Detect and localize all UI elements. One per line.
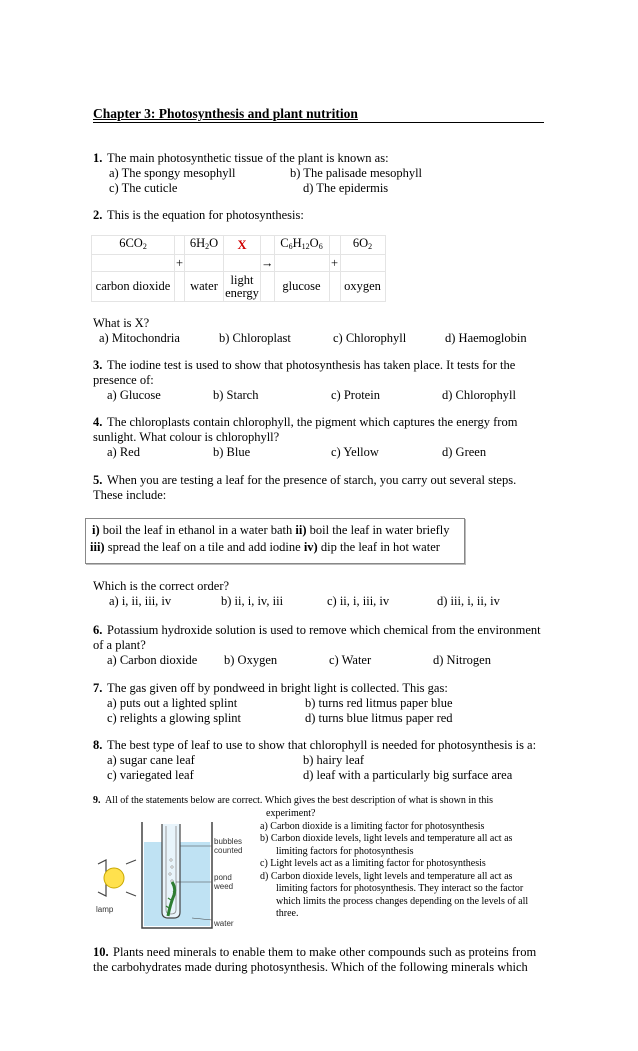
q2-option-d: d) Haemoglobin xyxy=(445,331,527,345)
eq-h2o: $6H_2O$ xyxy=(185,236,224,255)
question-10 xyxy=(93,945,563,975)
label-bubbles: bubbles xyxy=(214,837,243,846)
q5-steps-box xyxy=(85,518,465,564)
q5-line2: These include: xyxy=(93,488,167,502)
q4-option-d: d) Green xyxy=(442,445,487,459)
q8-option-c: c) variegated leaf xyxy=(107,768,194,782)
q8-option-a: a) sugar cane leaf xyxy=(107,753,195,767)
q4-option-a: a) Red xyxy=(107,445,140,459)
q1-option-b: b) The palisade mesophyll xyxy=(290,166,423,180)
label-pond: pond xyxy=(214,873,232,882)
question-6 xyxy=(93,623,553,668)
q7-option-b: b) turns red litmus paper blue xyxy=(305,696,453,710)
pondweed-experiment-diagram xyxy=(92,820,262,932)
q5-option-c: c) ii, i, iii, iv xyxy=(327,594,390,608)
label-lamp: lamp xyxy=(96,905,114,914)
q5-number: 5. xyxy=(93,473,103,487)
eq-label-water: water xyxy=(185,272,224,302)
q3-line1: The iodine test is used to show that photosynthesis has taken place. It tests for the xyxy=(107,358,516,372)
q4-line2: sunlight. What colour is chlorophyll? xyxy=(93,430,280,444)
q2-option-c: c) Chlorophyll xyxy=(333,331,407,345)
q6-option-b: b) Oxygen xyxy=(224,653,278,667)
q1-option-c: c) The cuticle xyxy=(109,181,178,195)
question-9 xyxy=(93,795,563,808)
q5-steps-line2: iii) spread the leaf on a tile and add iodine iv) dip the leaf in hot water xyxy=(90,540,440,554)
chapter-title: Chapter 3: Photosynthesis and plant nutrition xyxy=(93,106,544,123)
q7-option-c: c) relights a glowing splint xyxy=(107,711,242,725)
q8-text: The best type of leaf to use to show that chlorophyll is needed for photosynthesis is a: xyxy=(107,738,537,752)
q1-text: The main photosynthetic tissue of the plant is known as: xyxy=(107,151,389,165)
q6-option-c: c) Water xyxy=(329,653,372,667)
q9-option-b-line1: b) Carbon dioxide levels, light levels and temperature all act as xyxy=(260,833,513,844)
q8-option-d: d) leaf with a particularly big surface area xyxy=(303,768,513,782)
q9-option-c: c) Light levels act as a limiting factor for photosynthesis xyxy=(260,858,486,869)
question-7 xyxy=(93,681,553,726)
q7-text: The gas given off by pondweed in bright light is collected. This gas: xyxy=(107,681,448,695)
q6-line1: Potassium hydroxide solution is used to remove which chemical from the environment xyxy=(107,623,541,637)
q7-option-a: a) puts out a lighted splint xyxy=(107,696,238,710)
q5-option-d: d) iii, i, ii, iv xyxy=(437,594,500,608)
eq-plus-1: + xyxy=(175,255,184,270)
q9-option-d-line4: three. xyxy=(276,908,299,919)
lamp-icon xyxy=(104,868,124,888)
q2-text: This is the equation for photosynthesis: xyxy=(107,208,304,222)
q1-option-a: a) The spongy mesophyll xyxy=(109,166,236,180)
question-2 xyxy=(93,208,553,223)
q2-number: 2. xyxy=(93,208,103,222)
question-5-choices xyxy=(93,579,553,609)
q5-option-a: a) i, ii, iii, iv xyxy=(109,594,172,608)
q9-option-d-line1: d) Carbon dioxide levels, light levels and temperature all act as xyxy=(260,870,513,882)
q3-option-c: c) Protein xyxy=(331,388,380,402)
eq-label-carbon-dioxide: carbon dioxide xyxy=(92,272,175,302)
question-8 xyxy=(93,738,553,783)
q9-options xyxy=(260,808,550,921)
q3-option-a: a) Glucose xyxy=(107,388,161,402)
photosynthesis-equation-table xyxy=(91,235,386,302)
q2-option-b: b) Chloroplast xyxy=(219,331,291,345)
q3-option-b: b) Starch xyxy=(213,388,259,402)
eq-label-light-energy: light energy xyxy=(225,272,259,300)
eq-label-glucose: glucose xyxy=(274,272,329,302)
label-weed: weed xyxy=(214,882,234,891)
q10-line1: Plants need minerals to enable them to make other compounds such as proteins from xyxy=(113,945,537,959)
question-2-choices xyxy=(93,316,553,346)
q2-option-a: a) Mitochondria xyxy=(99,331,180,345)
q4-option-b: b) Blue xyxy=(213,445,251,459)
question-1 xyxy=(93,151,553,196)
q9-option-a: a) Carbon dioxide is a limiting factor for photosynthesis xyxy=(260,820,485,832)
q5-question: Which is the correct order? xyxy=(93,579,230,593)
q9-line2: experiment? xyxy=(266,808,316,819)
label-counted: counted xyxy=(214,846,243,855)
q9-number: 9. xyxy=(93,795,101,806)
eq-arrow: → xyxy=(261,255,274,270)
q7-number: 7. xyxy=(93,681,103,695)
q10-number: 10. xyxy=(93,945,109,959)
eq-label-oxygen: oxygen xyxy=(340,272,385,302)
eq-co2: $6CO_2$ xyxy=(92,236,175,255)
q9-option-d-line3: which limits the process changes depending on the levels of all xyxy=(276,895,529,907)
eq-plus-2: + xyxy=(330,255,339,270)
q10-line2: the carbohydrates made during photosynthesis. Which of the following minerals which xyxy=(93,960,528,974)
q3-line2: presence of: xyxy=(93,373,154,387)
q1-option-d: d) The epidermis xyxy=(303,181,389,195)
q9-option-d-line2: limiting factors for photosynthesis. They interact so the factor xyxy=(276,883,524,894)
q1-number: 1. xyxy=(93,151,103,165)
q4-option-c: c) Yellow xyxy=(331,445,379,459)
question-4 xyxy=(93,415,553,460)
q6-option-d: d) Nitrogen xyxy=(433,653,491,667)
eq-o2: $6O_2$ xyxy=(340,236,385,255)
q6-option-a: a) Carbon dioxide xyxy=(107,653,198,667)
q8-option-b: b) hairy leaf xyxy=(303,753,365,767)
question-5 xyxy=(93,473,553,503)
question-3 xyxy=(93,358,553,403)
q4-line1: The chloroplasts contain chlorophyll, the pigment which captures the energy from xyxy=(107,415,518,429)
q9-line1: All of the statements below are correct. Which gives the best description of what is shown in this xyxy=(105,795,494,806)
q9-option-b-line2: limiting factors for photosynthesis xyxy=(276,845,414,857)
q5-line1: When you are testing a leaf for the presence of starch, you carry out several steps. xyxy=(107,473,517,487)
q7-option-d: d) turns blue litmus paper red xyxy=(305,711,453,725)
label-water: water xyxy=(214,919,234,928)
q3-option-d: d) Chlorophyll xyxy=(442,388,516,402)
q5-option-b: b) ii, i, iv, iii xyxy=(221,594,284,608)
q3-number: 3. xyxy=(93,358,103,372)
q8-number: 8. xyxy=(93,738,103,752)
q6-line2: of a plant? xyxy=(93,638,146,652)
q5-steps-line1: i) boil the leaf in ethanol in a water bath ii) boil the leaf in water briefly xyxy=(92,523,450,537)
q4-number: 4. xyxy=(93,415,103,429)
q2-question: What is X? xyxy=(93,316,150,330)
eq-glucose-formula: $C_6H_{12}O_6$ xyxy=(274,236,329,255)
q6-number: 6. xyxy=(93,623,103,637)
eq-x-unknown: X xyxy=(224,236,261,255)
